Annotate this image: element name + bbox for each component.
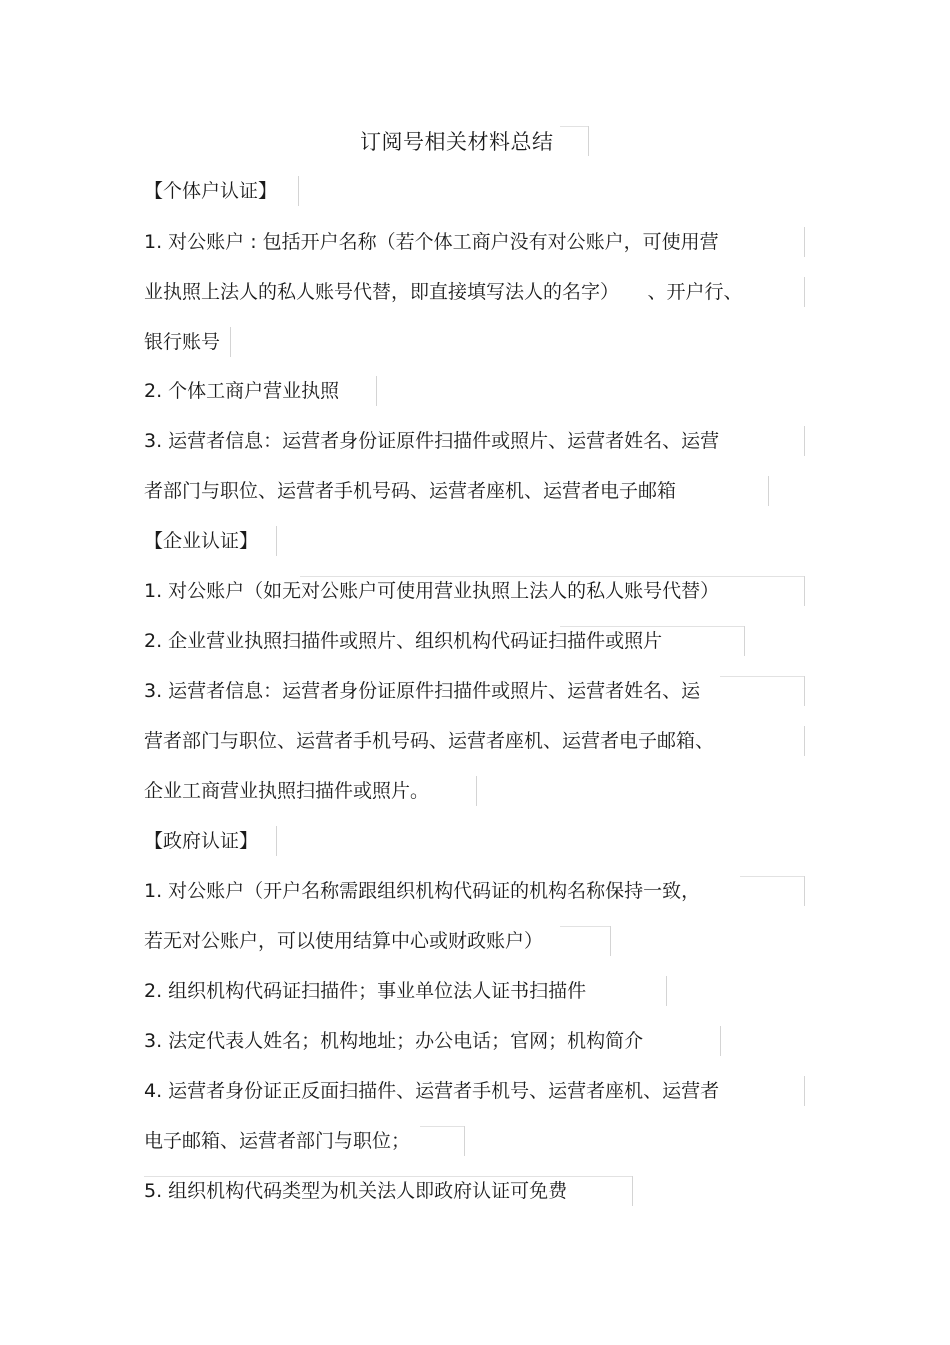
line-guide <box>144 1176 632 1177</box>
paragraph-line: 2. 个体工商户营业执照 <box>144 380 340 402</box>
paragraph-line: 2. 企业营业执照扫描件或照片、组织机构代码证扫描件或照片 <box>144 630 663 652</box>
paragraph-line: 4. 运营者身份证正反面扫描件、运营者手机号、运营者座机、运营者 <box>144 1080 720 1102</box>
paragraph-line: 企业工商营业执照扫描件或照片。 <box>144 780 430 802</box>
paragraph-line: 营者部门与职位、运营者手机号码、运营者座机、运营者电子邮箱、 <box>144 730 715 752</box>
paragraph-line: 银行账号 <box>144 331 221 353</box>
paragraph-line: 电子邮箱、运营者部门与职位； <box>144 1130 411 1152</box>
line-guide <box>804 1076 805 1106</box>
line-guide <box>768 476 769 506</box>
line-guide <box>610 926 611 956</box>
line-guide <box>804 227 805 257</box>
line-guide <box>588 126 589 156</box>
line-guide <box>666 976 667 1006</box>
paragraph-line: 若无对公账户，可以使用结算中心或财政账户） <box>144 930 544 952</box>
line-guide <box>276 526 277 556</box>
line-guide <box>804 576 805 606</box>
paragraph-line: 3. 运营者信息：运营者身份证原件扫描件或照片、运营者姓名、运 <box>144 680 701 702</box>
line-guide <box>420 1126 464 1127</box>
document-title: 订阅号相关材料总结 <box>360 130 554 154</box>
paragraph-line: 业执照上法人的私人账号代替，即直接填写法人的名字） 、开户行、 <box>144 281 743 303</box>
paragraph-line: 3. 法定代表人姓名；机构地址；办公电话；官网；机构简介 <box>144 1030 644 1052</box>
line-guide <box>804 277 805 307</box>
line-guide <box>300 576 804 577</box>
line-guide <box>740 876 804 877</box>
line-guide <box>720 1026 721 1056</box>
line-guide <box>230 327 231 357</box>
line-guide <box>560 626 744 627</box>
paragraph-line: 3. 运营者信息：运营者身份证原件扫描件或照片、运营者姓名、运营 <box>144 430 720 452</box>
line-guide <box>720 676 804 677</box>
section-heading-individual: 【个体户认证】 <box>144 180 278 202</box>
paragraph-line: 者部门与职位、运营者手机号码、运营者座机、运营者电子邮箱 <box>144 480 677 502</box>
paragraph-line: 1. 对公账户 : 包括开户名称（若个体工商户没有对公账户，可使用营 <box>144 231 719 253</box>
section-heading-enterprise: 【企业认证】 <box>144 530 259 552</box>
section-heading-government: 【政府认证】 <box>144 830 259 852</box>
paragraph-line: 1. 对公账户（如无对公账户可使用营业执照上法人的私人账号代替） <box>144 580 720 602</box>
line-guide <box>804 676 805 706</box>
line-guide <box>560 126 588 127</box>
line-guide <box>560 926 610 927</box>
line-guide <box>298 176 299 206</box>
paragraph-line: 2. 组织机构代码证扫描件；事业单位法人证书扫描件 <box>144 980 587 1002</box>
line-guide <box>804 726 805 756</box>
line-guide <box>632 1176 633 1206</box>
line-guide <box>804 876 805 906</box>
line-guide <box>476 776 477 806</box>
line-guide <box>744 626 745 656</box>
paragraph-line: 1. 对公账户（开户名称需跟组织机构代码证的机构名称保持一致， <box>144 880 701 902</box>
line-guide <box>804 426 805 456</box>
line-guide <box>276 826 277 856</box>
line-guide <box>464 1126 465 1156</box>
paragraph-line: 5. 组织机构代码类型为机关法人即政府认证可免费 <box>144 1180 568 1202</box>
line-guide <box>376 376 377 406</box>
